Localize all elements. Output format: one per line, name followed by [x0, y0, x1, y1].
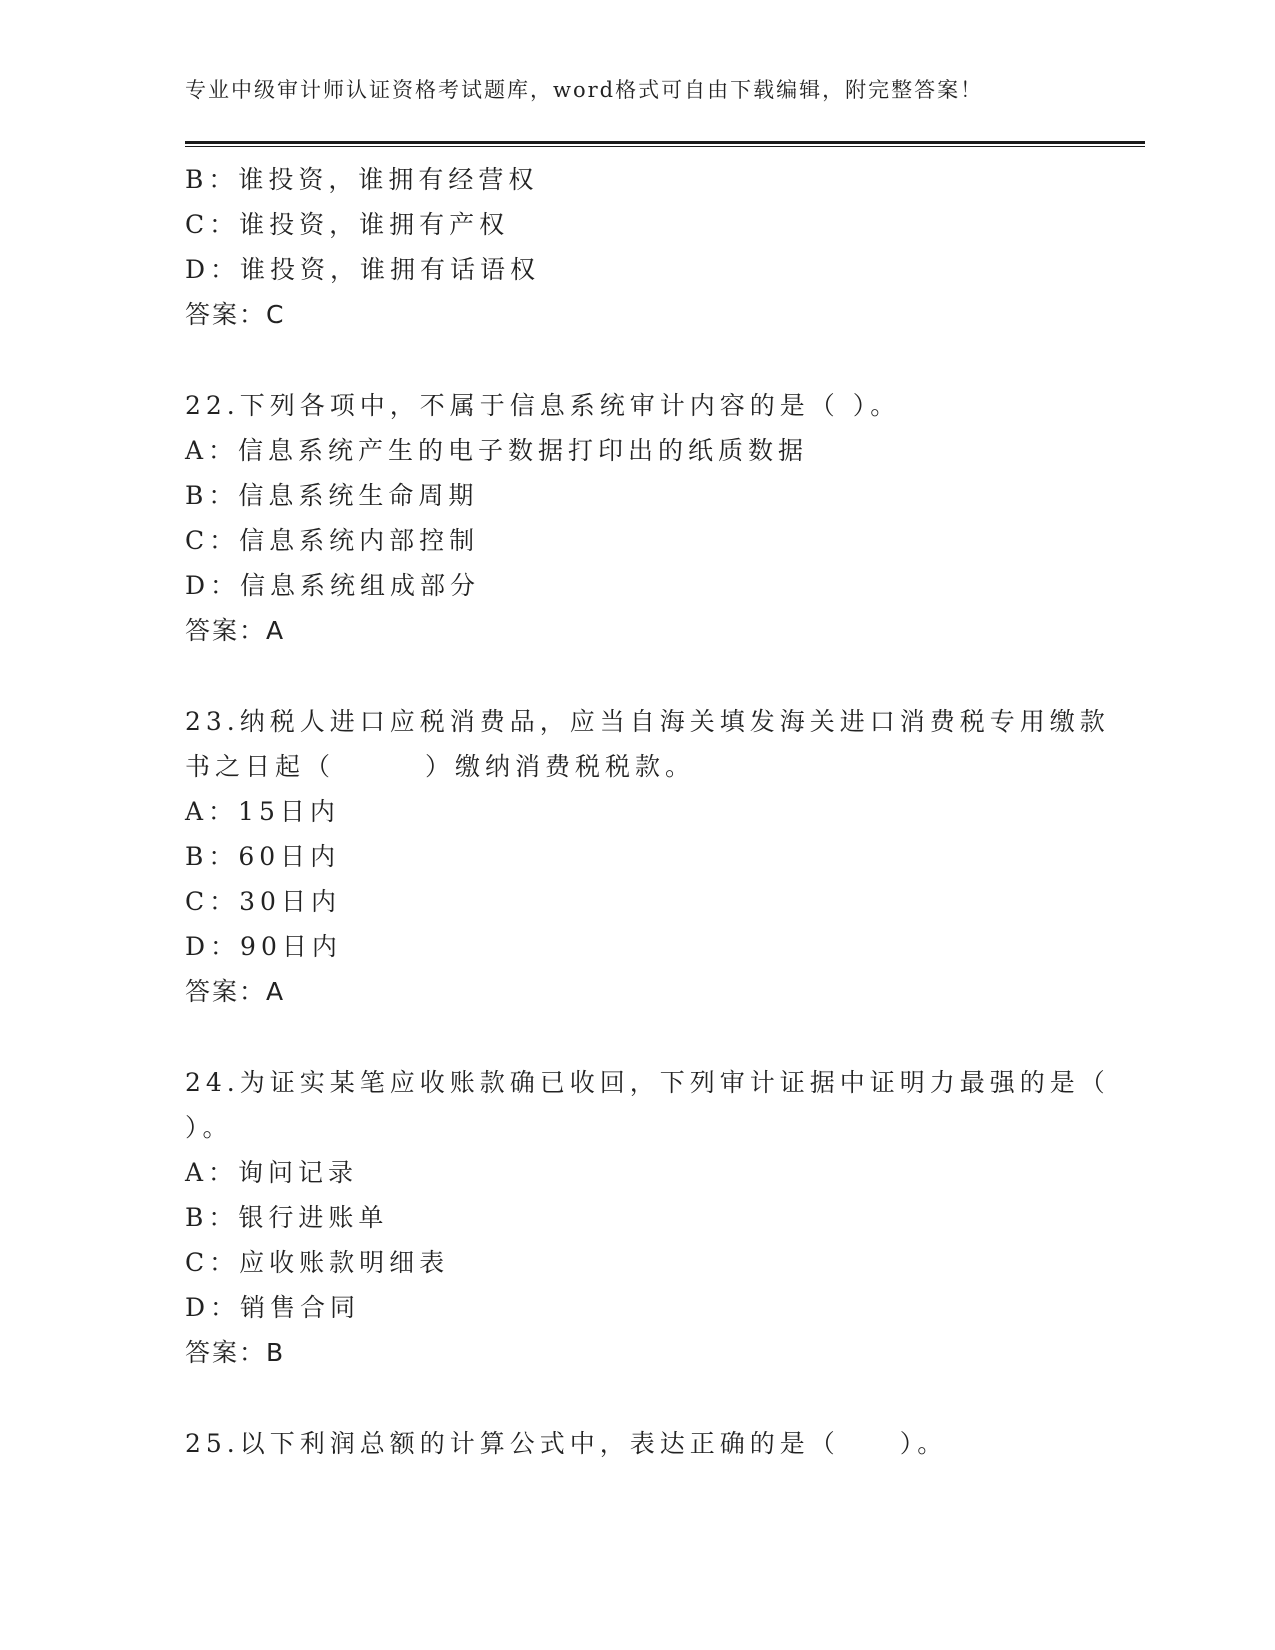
header-divider-thick	[185, 141, 1145, 144]
option-d: D：90日内	[185, 932, 342, 961]
question-content	[185, 157, 1110, 1466]
answer: 答案：C	[185, 300, 286, 329]
option-c: C：谁投资，谁拥有产权	[185, 210, 510, 239]
question-stem: 23.纳税人进口应税消费品，应当自海关填发海关进口消费税专用缴款	[185, 707, 1110, 736]
option-d: D：信息系统组成部分	[185, 571, 481, 600]
question-stem-continued: 书之日起（ ）缴纳消费税税款。	[185, 752, 696, 781]
option-a: A：信息系统产生的电子数据打印出的纸质数据	[185, 436, 809, 465]
question-23	[185, 699, 1110, 1014]
carryover-question	[185, 157, 1085, 337]
option-b: B：谁投资，谁拥有经营权	[185, 165, 539, 194]
option-a: A：15日内	[185, 797, 340, 826]
answer: 答案：B	[185, 1338, 286, 1367]
option-b: B：60日内	[185, 842, 341, 871]
page-header: 专业中级审计师认证资格考试题库，word格式可自由下载编辑，附完整答案！	[185, 78, 984, 102]
option-a: A：询问记录	[185, 1158, 359, 1187]
option-c: C：应收账款明细表	[185, 1248, 450, 1277]
question-stem: 22.下列各项中，不属于信息系统审计内容的是（ ）。	[185, 391, 901, 420]
header-divider-thin	[185, 146, 1145, 147]
question-22	[185, 383, 1085, 653]
option-b: B：信息系统生命周期	[185, 481, 479, 510]
question-24	[185, 1060, 1110, 1375]
option-d: D：谁投资，谁拥有话语权	[185, 255, 541, 284]
option-c: C：信息系统内部控制	[185, 526, 480, 555]
option-c: C：30日内	[185, 887, 341, 916]
question-stem: 25.以下利润总额的计算公式中，表达正确的是（ ）。	[185, 1429, 948, 1458]
question-25	[185, 1421, 1085, 1466]
question-stem: 24.为证实某笔应收账款确已收回，下列审计证据中证明力最强的是（	[185, 1068, 1110, 1097]
option-b: B：银行进账单	[185, 1203, 389, 1232]
answer: 答案：A	[185, 977, 286, 1006]
option-d: D：销售合同	[185, 1293, 361, 1322]
question-stem-continued: ）。	[185, 1113, 233, 1142]
answer: 答案：A	[185, 616, 286, 645]
